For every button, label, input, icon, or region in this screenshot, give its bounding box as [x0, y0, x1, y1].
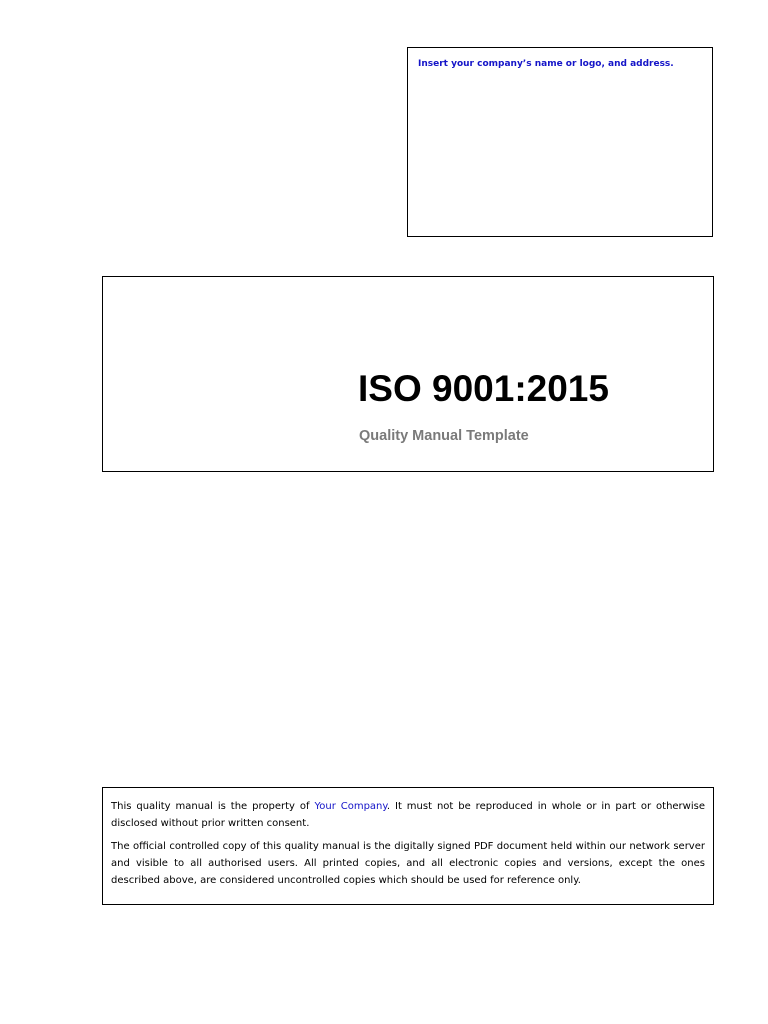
- title-block: [102, 276, 714, 472]
- company-name-placeholder: Your Company: [314, 801, 387, 812]
- ownership-suffix: . It must not be reproduced in whole or in part or otherwise disclosed without prior written consent.: [111, 801, 705, 829]
- ownership-prefix: This quality manual is the property of: [111, 801, 315, 812]
- logo-placeholder-text: Insert your company’s name or logo, and address.: [418, 59, 674, 69]
- document-subtitle: Quality Manual Template: [359, 428, 529, 444]
- ownership-paragraph: [111, 798, 705, 832]
- document-title: ISO 9001:2015: [358, 368, 609, 409]
- controlled-copy-paragraph: The official controlled copy of this quality manual is the digitally signed PDF document held within our network server and visible to all authorised users. All printed copies, and all electronic copies and versions, except the ones described above, are considered uncontrolled copies which should be used for reference only.: [111, 841, 705, 886]
- company-logo-placeholder-box: [407, 47, 713, 237]
- ownership-notice-box: [102, 787, 714, 905]
